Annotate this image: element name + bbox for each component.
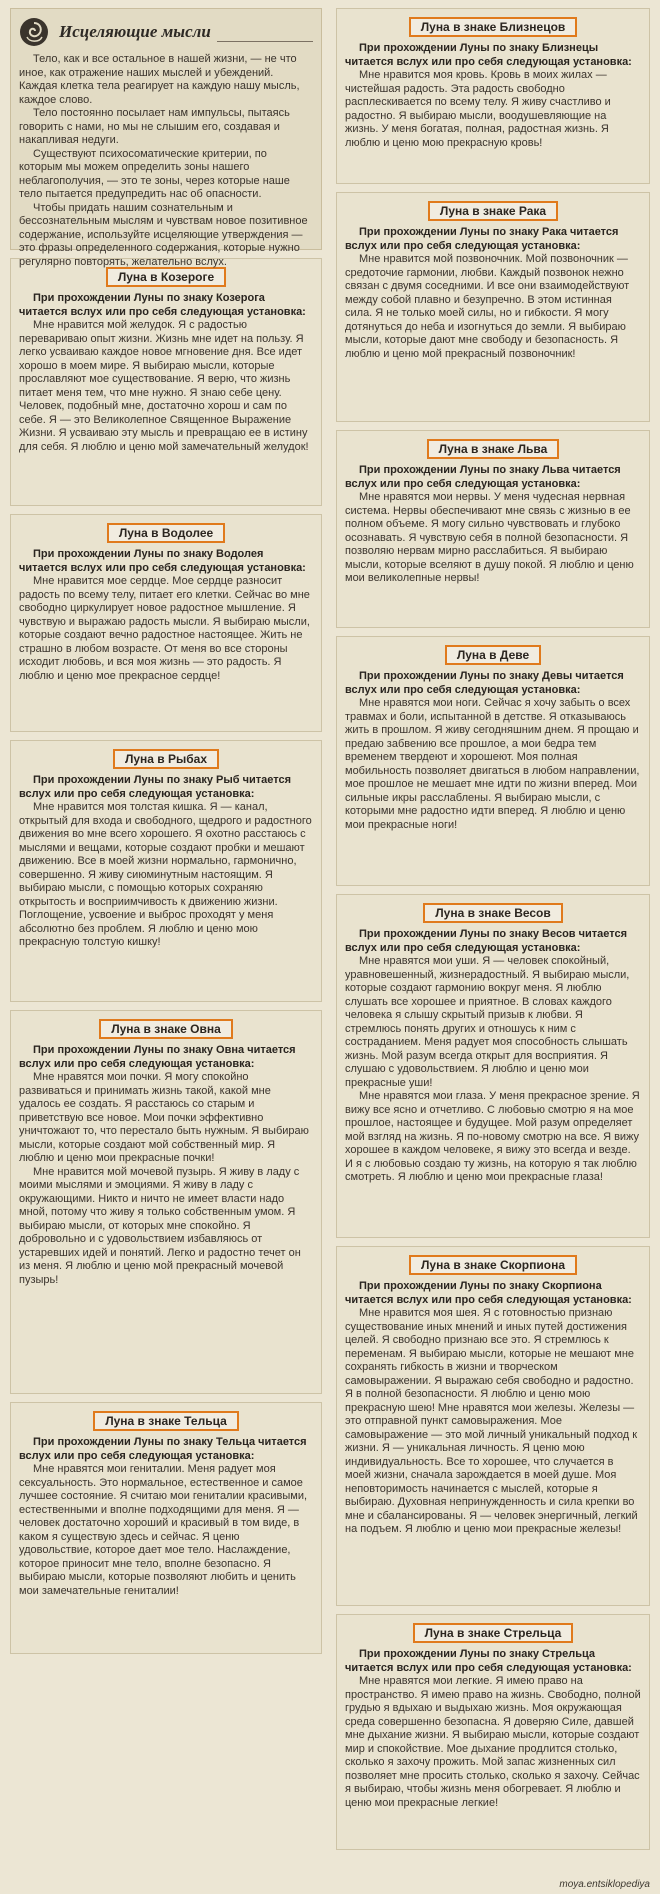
sign-section-leo [336, 430, 650, 628]
sign-text: Мне нравится мой позвоночник. Мой позвоночник — средоточие гармонии, любви. Каждый позвонок нежно связан с двумя соседними. И все они взаимодействуют между собой плавно и безупречно. В этом истинная сила. Я не только моей силы, но и гибкости. Я могу дотянуться до неба и изогнуться до земли. Я выбираю мысли, которые дают мне свободу и безопасность. Я люблю и ценю мой прекрасный позвоночник! [345, 253, 630, 360]
sign-text: Мне нравятся мои гениталии. Меня радует моя сексуальность. Это нормальное, естественное и самое лучшее состояние. Я считаю мои гениталии красивыми, естественными и вполне подходящими для меня. Я — человек достаточно хороший и красивый в том виде, в каком я существую здесь и сейчас. Я ценю удовольствие, которое дает мое тело. Наслаждение, которое приносит мне тело, вполне безопасно. Я выбираю мысли, которые позволяют любить и ценить мои замечательные гениталии! [19, 1463, 308, 1597]
sign-section-taurus [10, 1402, 322, 1654]
sign-text: Мне нравятся мои легкие. Я имею право на пространство. Я имею право на жизнь. Свободно, полной грудью я вдыхаю и выдыхаю жизнь. Моя окружающая среда совершенно безопасна. Я доверяю Силе, давшей мне дыхание жизни. Я выбираю мысли, которые создают мир и спокойствие. Мое дыхание продлится столько, сколько я захочу прожить. Мой запас жизненных сил позволяет мне просить столько, сколько я захочу. Сейчас я выбираю, чтобы жизнь меня обогревает. Я люблю и ценю мои прекрасные легкие! [345, 1675, 641, 1809]
sign-lead: При прохождении Луны по знаку Рыб читается вслух или про себя следующая установка: [19, 774, 292, 800]
sign-section-libra [336, 894, 650, 1238]
sign-lead: При прохождении Луны по знаку Весов читается вслух или про себя следующая установка: [345, 928, 628, 954]
left-column [10, 8, 322, 1662]
sign-text: Мне нравится моя кровь. Кровь в моих жилах — чистейшая радость. Эта радость свободно расплескивается по всему телу. Я живу счастливо и радостно. Я выбираю мысли, воодушевляющие на жизнь. У меня богатая, полная, радостная жизнь. Я люблю и ценю мою прекрасную кровь! [345, 69, 611, 149]
sign-lead: При прохождении Луны по знаку Близнецы читается вслух или про себя следующая установка: [345, 42, 632, 68]
sign-title: Луна в знаке Весов [423, 903, 563, 923]
title-rule [217, 23, 313, 42]
sign-text: Мне нравится моя шея. Я с готовностью признаю существование иных мнений и иных путей достижения целей. Я свободно признаю все это. Я стремлюсь к переменам. Я выбираю мысли, которые не мешают мне сохранять гибкость в жизни и творческом самовыражении. Я выражаю себя свободно и радостно. Я в полной безопасности. Я люблю и ценю мою прекрасную шею! Мне нравятся мои железы. Железы — это отправной пункт самовыражения. Мое самовыражение — это мой личный уникальный подход к жизни. Я — уникальная личность. Я ценю мою индивидуальность. Все то хорошее, что случается в моей жизни, сначала зарождается в моей душе. Моя неповторимость начинается с мыслей, которые я выбираю. Духовная непринужденность и сила крепки во мне и сбалансированы. Я — человек энергичный, легкий на подъем. Я люблю и ценю мои прекрасные железы! [345, 1307, 638, 1535]
sign-lead: При прохождении Луны по знаку Козерога читается вслух или про себя следующая установка: [19, 292, 306, 318]
sign-lead: При прохождении Луны по знаку Рака читается вслух или про себя следующая установка: [345, 226, 619, 252]
sign-title: Луна в Козероге [106, 267, 226, 287]
sign-title: Луна в знаке Льва [427, 439, 560, 459]
rose-spiral-icon [19, 17, 49, 47]
sign-section-scorpio [336, 1246, 650, 1606]
sign-lead: При прохождении Луны по знаку Скорпиона читается вслух или про себя следующая установка: [345, 1280, 632, 1306]
sign-section-virgo [336, 636, 650, 886]
sign-section-aries [10, 1010, 322, 1394]
sign-section-aquarius [10, 514, 322, 732]
sign-text: Мне нравятся мои почки. Я могу спокойно развиваться и принимать жизнь такой, какой мне удалось ее создать. Я расстаюсь со старым и приветствую все новое. Мои почки эффективно уничтожают то, что перестало быть нужным. Я выбираю мысли, которые создают мой собственный мир. Я люблю и ценю мои прекрасные почки! [19, 1071, 309, 1164]
sign-lead: При прохождении Луны по знаку Тельца читается вслух или про себя следующая установка: [19, 1436, 307, 1462]
sign-text: Мне нравятся мои нервы. У меня чудесная нервная система. Нервы обеспечивают мне связь с жизнью в ее полном объеме. Я могу сильно чувствовать и глубоко осознавать. Я чувствую себя в полной безопасности. Я позволяю нервам мирно расслабиться. Я выбираю мысли, которые вселяют в душу покой. Я люблю и ценю мои великолепные нервы! [345, 491, 634, 584]
sign-section-sagittarius [336, 1614, 650, 1850]
intro-header [19, 15, 313, 49]
sign-title: Луна в знаке Скорпиона [409, 1255, 577, 1275]
intro-section [10, 8, 322, 268]
sign-title: Луна в Деве [445, 645, 541, 665]
right-column [336, 8, 650, 1858]
site-watermark: moya.entsiklopediya [559, 1879, 650, 1890]
sign-title: Луна в Водолее [107, 523, 225, 543]
sign-text: Мне нравится мое сердце. Мое сердце разносит радость по всему телу, питает его клетки. Сейчас во мне свободно циркулирует новое радостное мышление. Я чувствую и выражаю радость мысли. Я выбираю мысли, которые создают вечно радостное настоящее. Жить не страшно в любом возрасте. От меня во все стороны исходит любовь, и вся моя жизнь — это радость. Я люблю и ценю мое прекрасное сердце! [19, 575, 310, 682]
sign-section-capricorn [10, 258, 322, 506]
intro-paragraph: Тело постоянно посылает нам импульсы, пытаясь говорить с нами, но мы не слышим его, создавая и накапливая недуги. [19, 107, 290, 146]
sign-title: Луна в знаке Рака [428, 201, 558, 221]
sign-text: Мне нравятся мои глаза. У меня прекрасное зрение. Я вижу все ясно и отчетливо. С любовью смотрю я на мое прошлое, настоящее и будущее. Мой разум определяет мой взгляд на жизнь. Я по-новому смотрю на все. Я вижу хорошее в каждом человеке, я вижу это всегда и везде. И я с любовью создаю ту жизнь, на которую я так люблю смотреть. Я люблю и ценю мои прекрасные глаза! [345, 1090, 640, 1183]
sign-lead: При прохождении Луны по знаку Стрельца читается вслух или про себя следующая установка: [345, 1648, 632, 1674]
sign-text: Мне нравятся мои уши. Я — человек спокойный, уравновешенный, жизнерадостный. Я выбираю мысли, которые создают гармонию вокруг меня. Я люблю слушать все хорошее и приятное. В словах каждого человека я слышу скрытый призыв к любви. Я стремлюсь понять других и отношусь к ним с состраданием. Меня радует моя способность слышать жизнь. Мой разум всегда открыт для восприятия. Я слушаю с удовольствием. Я люблю и ценю мои прекрасные уши! [345, 955, 630, 1089]
sign-lead: При прохождении Луны по знаку Водолея читается вслух или про себя следующая установка: [19, 548, 306, 574]
sign-text: Мне нравится мой желудок. Я с радостью перевариваю опыт жизни. Жизнь мне идет на пользу. Я легко усваиваю каждое новое мгновение дня. Все идет хорошо в моем мире. Я выбираю мысли, которые прославляют мое существование. Я верю, что жизнь питает меня тем, что мне нужно. Я знаю себе цену. Человек, подобный мне, достаточно хорош и сам по себе. Я — это Великолепное Священное Выражение Жизни. Я усваиваю эту мысль и превращаю ее в истину для себя. Я люблю и ценю мой замечательный желудок! [19, 319, 309, 453]
sign-lead: При прохождении Луны по знаку Девы читается вслух или про себя следующая установка: [345, 670, 624, 696]
sign-title: Луна в Рыбах [113, 749, 219, 769]
sign-lead: При прохождении Луны по знаку Овна читается вслух или про себя следующая установка: [19, 1044, 296, 1070]
sign-lead: При прохождении Луны по знаку Льва читается вслух или про себя следующая установка: [345, 464, 621, 490]
sign-section-pisces [10, 740, 322, 1002]
intro-paragraph: Тело, как и все остальное в нашей жизни, — не что иное, как отражение наших мыслей и убеждений. Каждая клетка тела реагирует на каждую нашу мысль, каждое слово. [19, 53, 300, 106]
intro-paragraph: Существуют психосоматические критерии, по которым мы можем определить зоны нашего неблагополучия, — это те зоны, через которые наше тело пытается предупредить нас об опасности. [19, 147, 290, 200]
sign-title: Луна в знаке Стрельца [413, 1623, 574, 1643]
sign-text: Мне нравится мой мочевой пузырь. Я живу в ладу с моими мыслями и эмоциями. Я живу в ладу с окружающими. Никто и ничто не имеет власти надо мной, потому что живу я только собственным умом. Я выбираю мысли, от которых мне спокойно. Я добровольно и с удовольствием избавляюсь от устаревших идей и понятий. Легко и радостно течет он из меня. Я люблю и ценю мой прекрасный мочевой пузырь! [19, 1165, 301, 1286]
sign-text: Мне нравится моя толстая кишка. Я — канал, открытый для входа и свободного, щедрого и радостного движения во мне всего хорошего. Я охотно расстаюсь с мыслями и вещами, которые создают пробки и мешают движению. Все в моей жизни нормально, гармонично, совершенно. Я живу сиюминутным настоящим. Я выбираю мысли, с помощью которых сохраняю открытость и восприимчивость к движению жизни. Поглощение, усвоение и выброс проходят у меня абсолютно без проблем. Я люблю и ценю мою прекрасную толстую кишку! [19, 801, 312, 948]
sign-title: Луна в знаке Близнецов [409, 17, 578, 37]
intro-paragraph: Чтобы придать нашим сознательным и бессознательным мыслям и чувствам новое позитивное содержание, используйте исцеляющие утверждения — это фразы определенного содержания, которые нужно регулярно повторять, желательно вслух. [19, 201, 308, 268]
sign-section-cancer [336, 192, 650, 422]
intro-title: Исцеляющие мысли [59, 22, 211, 41]
sign-title: Луна в знаке Овна [99, 1019, 233, 1039]
sign-title: Луна в знаке Тельца [93, 1411, 239, 1431]
sign-section-gemini [336, 8, 650, 184]
sign-text: Мне нравятся мои ноги. Сейчас я хочу забыть о всех травмах и боли, испытанной в детстве. Я отказываюсь жить в прошлом. Я живу сегодняшним днем. Я прощаю и предаю забвению все прошлое, а мои бедра тем временем твердеют и хорошеют. Моя полная мобильность позволяет двигаться в любом направлении, мое прошлое не мешает мне идти по жизни вперед. Мои сильные икры расслаблены. Я выбираю мысли, с которыми мне радостно идти вперед. Я люблю и ценю мои прекрасные ноги! [345, 697, 640, 831]
